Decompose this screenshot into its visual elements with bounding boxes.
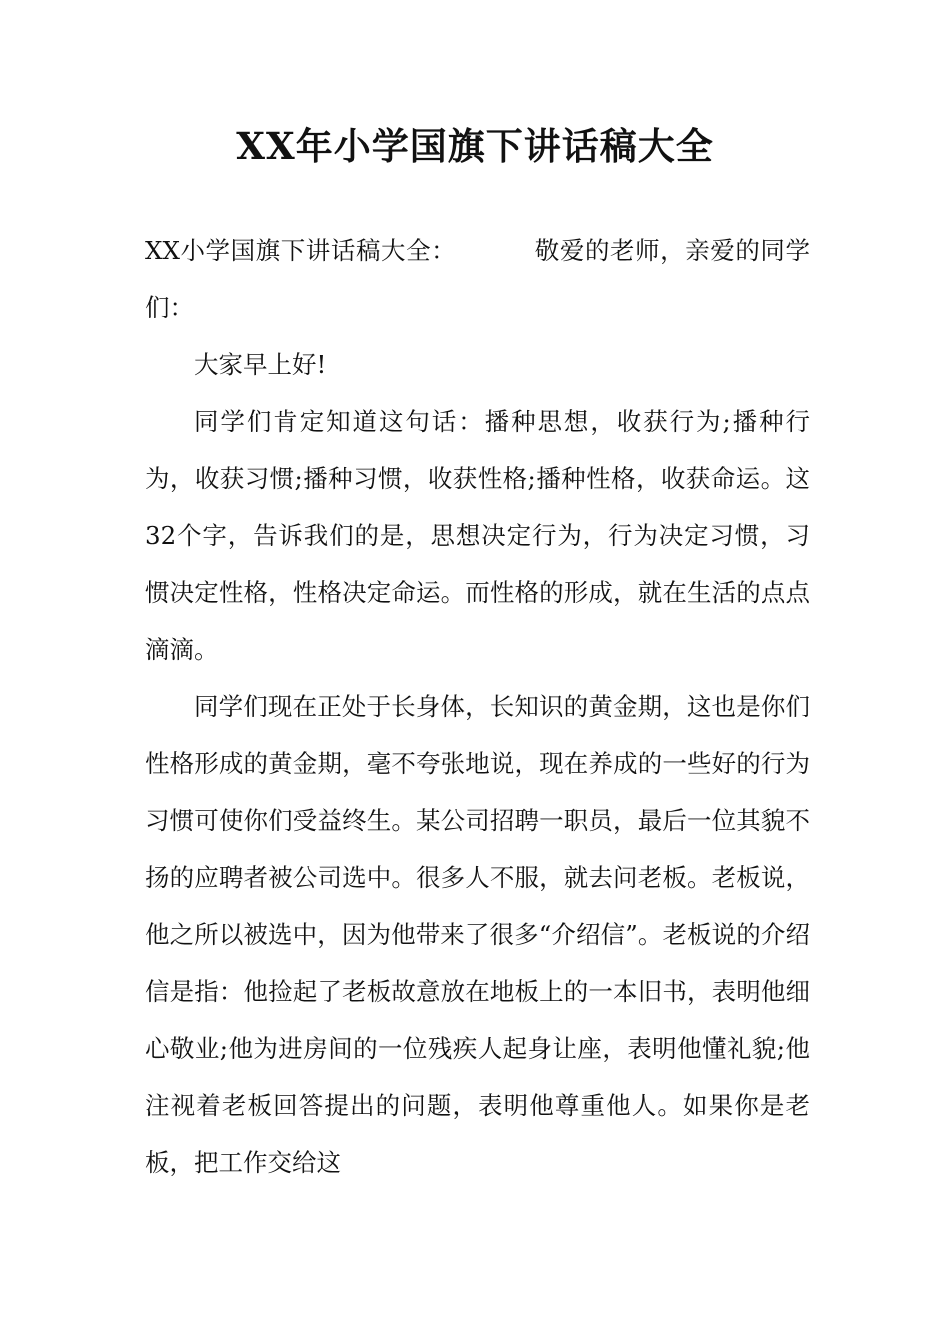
paragraph-2: 同学们现在正处于长身体，长知识的黄金期，这也是你们性格形成的黄金期，毫不夸张地说，现在养成的一些好的行为习惯可使你们受益终生。某公司招聘一职员，最后一位其貌不扬的应聘者被公司选中。很多人不服，就去问老板。老板说，他之所以被选中，因为他带来了很多“介绍信”。老板说的介绍信是指：他捡起了老板故意放在地板上的一本旧书，表明他细心敬业;他为进房间的一位残疾人起身让座，表明他懂礼貌;他注视着老板回答提出的问题，表明他尊重他人。如果你是老板，把工作交给这 <box>145 692 810 1177</box>
intro-paragraph <box>145 222 810 336</box>
intro-salutation: 敬爱的老师，亲爱的同学们： <box>145 236 811 322</box>
document-title: XX年小学国旗下讲话稿大全 <box>236 124 714 168</box>
document-body <box>145 222 810 1191</box>
intro-lead: XX小学国旗下讲话稿大全： <box>145 236 457 265</box>
paragraph-greeting: 大家早上好! <box>194 350 327 379</box>
paragraph-1: 同学们肯定知道这句话：播种思想，收获行为;播种行为，收获习惯;播种习惯，收获性格;播种性格，收获命运。这32个字，告诉我们的是，思想决定行为，行为决定习惯，习惯决定性格，性格决定命运。而性格的形成，就在生活的点点滴滴。 <box>145 407 810 664</box>
